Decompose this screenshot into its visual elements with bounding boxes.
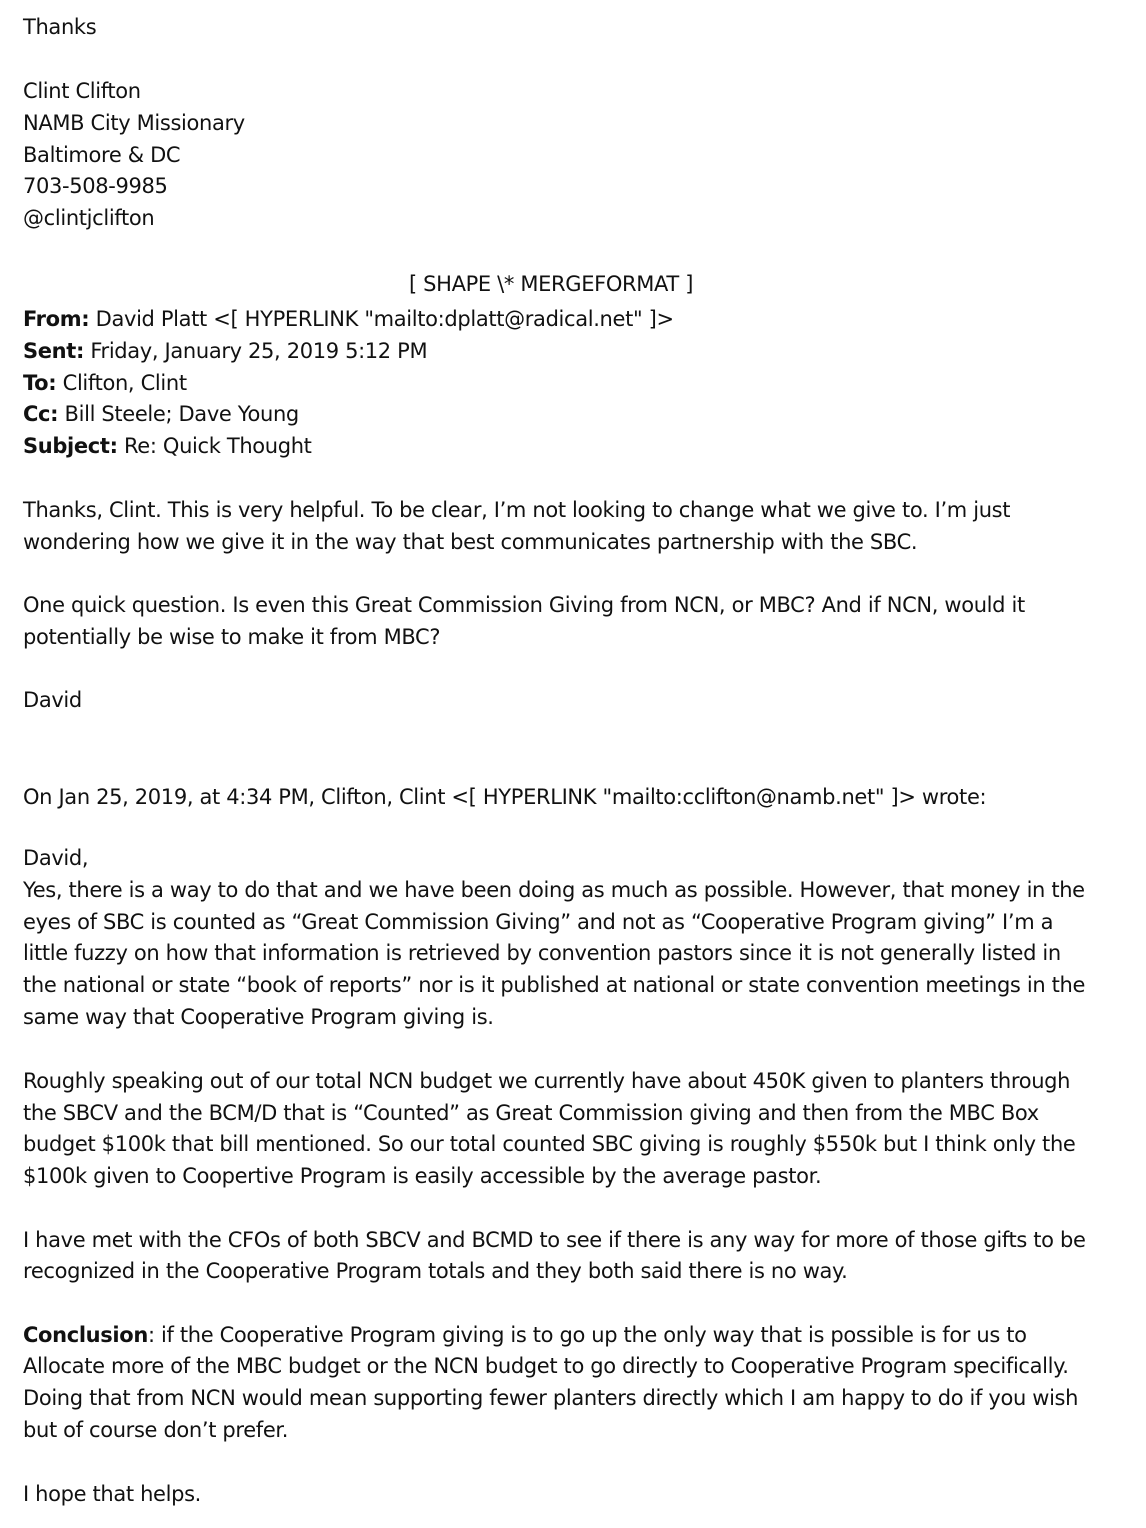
to-label: To:	[23, 371, 57, 395]
signature-name: Clint Clifton	[23, 79, 141, 103]
shape-merge-field: [ SHAPE \* MERGEFORMAT ]	[409, 272, 694, 296]
reply-signoff: David	[23, 688, 82, 712]
reply-paragraph-1-line-2: wondering how we give it in the way that best communicates partnership with the SBC.	[23, 530, 918, 554]
to-value: Clifton, Clint	[56, 371, 187, 395]
quoted-paragraph-1-line-2: eyes of SBC is counted as “Great Commission Giving” and not as “Cooperative Program giving” I’m a	[23, 910, 1054, 934]
quoted-paragraph-4-line-3: Doing that from NCN would mean supporting fewer planters directly which I am happy to do if you wish	[23, 1386, 1079, 1410]
cc-value: Bill Steele; Dave Young	[58, 402, 299, 426]
quoted-paragraph-1-line-5: same way that Cooperative Program giving is.	[23, 1005, 494, 1029]
quoted-greeting: David,	[23, 846, 89, 870]
subject-label: Subject:	[23, 434, 118, 458]
quoted-closing: I hope that helps.	[23, 1482, 201, 1506]
header-subject	[23, 430, 312, 462]
quoted-paragraph-4-line-1	[23, 1319, 1027, 1351]
quoted-paragraph-3-line-1: I have met with the CFOs of both SBCV and BCMD to see if there is any way for more of those gifts to be	[23, 1228, 1086, 1252]
quoted-intro: On Jan 25, 2019, at 4:34 PM, Clifton, Clint <[ HYPERLINK "mailto:cclifton@namb.net" ]> wrote:	[23, 785, 987, 809]
signature-phone: 703-508-9985	[23, 174, 168, 198]
header-from	[23, 303, 674, 335]
quoted-paragraph-4-line-2: Allocate more of the MBC budget or the NCN budget to go directly to Cooperative Program specifically.	[23, 1354, 1069, 1378]
reply-paragraph-1-line-1: Thanks, Clint. This is very helpful. To be clear, I’m not looking to change what we give to. I’m just	[23, 498, 1011, 522]
quoted-paragraph-2-line-4: $100k given to Coopertive Program is easily accessible by the average pastor.	[23, 1164, 822, 1188]
from-value: David Platt <[ HYPERLINK "mailto:dplatt@radical.net" ]>	[89, 307, 674, 331]
signature-thanks: Thanks	[23, 15, 97, 39]
header-to	[23, 367, 187, 399]
conclusion-label: Conclusion	[23, 1323, 148, 1347]
quoted-paragraph-2-line-2: the SBCV and the BCM/D that is “Counted” as Great Commission giving and then from the MBC Box	[23, 1101, 1039, 1125]
sent-label: Sent:	[23, 339, 85, 363]
signature-handle: @clintjclifton	[23, 206, 155, 230]
quoted-paragraph-1-line-4: the national or state “book of reports” nor is it published at national or state convention meetings in the	[23, 973, 1086, 997]
quoted-paragraph-4-line-4: but of course don’t prefer.	[23, 1418, 289, 1442]
quoted-paragraph-1-line-3: little fuzzy on how that information is retrieved by convention pastors since it is not generally listed in	[23, 941, 1061, 965]
quoted-paragraph-2-line-1: Roughly speaking out of our total NCN budget we currently have about 450K given to planters through	[23, 1069, 1071, 1093]
sent-value: Friday, January 25, 2019 5:12 PM	[84, 339, 428, 363]
header-sent	[23, 335, 427, 367]
subject-value: Re: Quick Thought	[117, 434, 312, 458]
reply-paragraph-2-line-2: potentially be wise to make it from MBC?	[23, 625, 441, 649]
conclusion-text: : if the Cooperative Program giving is to go up the only way that is possible is for us to	[147, 1323, 1027, 1347]
from-label: From:	[23, 307, 90, 331]
quoted-paragraph-2-line-3: budget $100k that bill mentioned. So our total counted SBC giving is roughly $550k but I think only the	[23, 1132, 1076, 1156]
quoted-paragraph-1-line-1: Yes, there is a way to do that and we have been doing as much as possible. However, that money in the	[23, 878, 1085, 902]
signature-title: NAMB City Missionary	[23, 111, 245, 135]
reply-paragraph-2-line-1: One quick question. Is even this Great Commission Giving from NCN, or MBC? And if NCN, would it	[23, 593, 1025, 617]
quoted-paragraph-3-line-2: recognized in the Cooperative Program totals and they both said there is no way.	[23, 1259, 848, 1283]
header-cc	[23, 398, 299, 430]
signature-location: Baltimore & DC	[23, 143, 181, 167]
cc-label: Cc:	[23, 402, 59, 426]
